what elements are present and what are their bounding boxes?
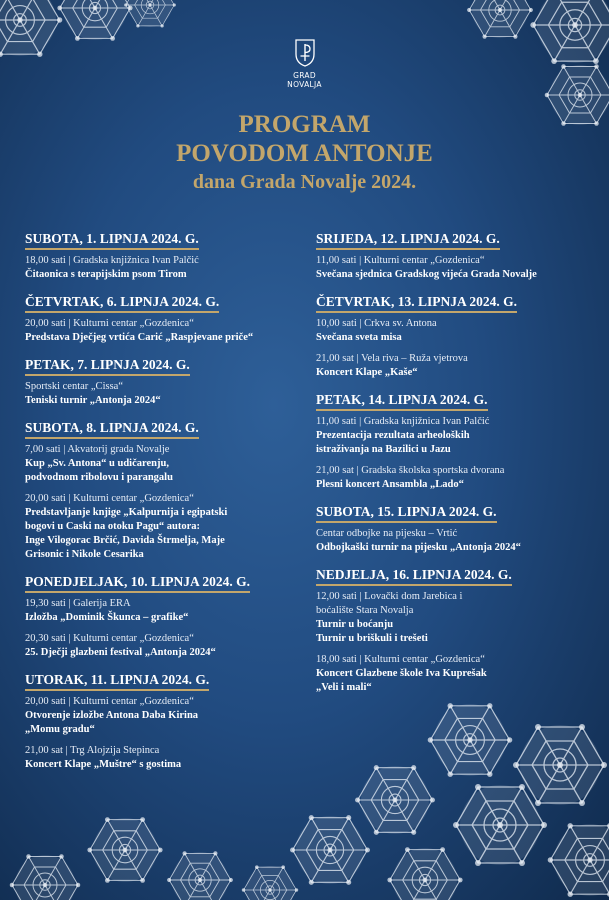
title-line1: PROGRAM bbox=[238, 111, 371, 138]
event-title: Svečana sjednica Gradskog vijeća Grada Novalje bbox=[316, 269, 537, 280]
logo-line2: NOVALJA bbox=[287, 80, 322, 89]
event-time-location: Centar odbojke na pijesku – Vrtić bbox=[316, 528, 458, 539]
event-title: Izložba „Dominik Škunca – grafike“ bbox=[25, 612, 189, 623]
event-title: Kup „Sv. Antona“ u udičarenju, bbox=[25, 458, 169, 469]
day-date: PONEDJELJAK, 10. LIPNJA 2024. G. bbox=[25, 573, 250, 593]
day-date: ČETVRTAK, 13. LIPNJA 2024. G. bbox=[316, 293, 517, 313]
day-block bbox=[25, 571, 300, 660]
event-item bbox=[316, 317, 591, 345]
event-item bbox=[25, 443, 300, 485]
event-time-location: 21,00 sat | Vela riva – Ruža vjetrova bbox=[316, 353, 468, 364]
event-item bbox=[25, 597, 300, 625]
day-date: PETAK, 7. LIPNJA 2024. G. bbox=[25, 356, 190, 376]
logo-line1: GRAD bbox=[293, 71, 316, 80]
day-date: SUBOTA, 1. LIPNJA 2024. G. bbox=[25, 230, 199, 250]
event-item bbox=[316, 415, 591, 457]
event-time-location: 10,00 sati | Crkva sv. Antona bbox=[316, 318, 437, 329]
event-title: Inge Vilogorac Brčić, Davida Štrmelja, Maje bbox=[25, 535, 225, 546]
event-time-location: 11,00 sati | Kulturni centar „Gozdenica“ bbox=[316, 255, 485, 266]
program-left-column bbox=[25, 228, 300, 781]
event-title: Koncert Klape „Muštre“ s gostima bbox=[25, 759, 182, 770]
event-time-location: 20,00 sati | Kulturni centar „Gozdenica“ bbox=[25, 318, 194, 329]
event-item bbox=[25, 744, 300, 772]
day-block bbox=[25, 417, 300, 562]
event-time-location: 19,30 sati | Galerija ERA bbox=[25, 598, 131, 609]
day-block bbox=[316, 228, 591, 282]
event-item bbox=[316, 653, 591, 695]
event-title: Svečana sveta misa bbox=[316, 332, 402, 343]
event-title: Odbojkaški turnir na pijesku „Antonja 2024“ bbox=[316, 542, 521, 553]
day-date: SRIJEDA, 12. LIPNJA 2024. G. bbox=[316, 230, 500, 250]
event-title: podvodnom ribolovu i parangalu bbox=[25, 472, 173, 483]
header bbox=[0, 38, 609, 195]
day-date: UTORAK, 11. LIPNJA 2024. G. bbox=[25, 671, 209, 691]
day-date: NEDJELJA, 16. LIPNJA 2024. G. bbox=[316, 566, 512, 586]
event-title: istraživanja na Bazilici u Jazu bbox=[316, 444, 451, 455]
event-item bbox=[25, 695, 300, 737]
event-item bbox=[25, 317, 300, 345]
event-time-location: 18,00 sati | Kulturni centar „Gozdenica“ bbox=[316, 654, 485, 665]
event-title: Teniski turnir „Antonja 2024“ bbox=[25, 395, 161, 406]
logo-text bbox=[0, 71, 609, 89]
day-block bbox=[316, 291, 591, 380]
event-time-location: 11,00 sati | Gradska knjižnica Ivan Palčić bbox=[316, 416, 490, 427]
event-item bbox=[316, 464, 591, 492]
event-time-location: boćalište Stara Novalja bbox=[316, 605, 414, 616]
day-block bbox=[316, 501, 591, 555]
event-time-location: 20,00 sati | Kulturni centar „Gozdenica“ bbox=[25, 696, 194, 707]
event-title: „Momu gradu“ bbox=[25, 724, 95, 735]
event-item bbox=[316, 527, 591, 555]
event-title: Predstavljanje knjige „Kalpurnija i egipatski bbox=[25, 507, 228, 518]
day-block bbox=[25, 669, 300, 772]
event-time-location: 21,00 sat | Trg Alojzija Stepinca bbox=[25, 745, 160, 756]
day-block bbox=[25, 291, 300, 345]
coat-of-arms-icon bbox=[294, 38, 316, 68]
event-title: Plesni koncert Ansambla „Lado“ bbox=[316, 479, 464, 490]
event-title: Turnir u boćanju bbox=[316, 619, 394, 630]
event-item bbox=[316, 352, 591, 380]
day-date: SUBOTA, 15. LIPNJA 2024. G. bbox=[316, 503, 497, 523]
event-title: Prezentacija rezultata arheoloških bbox=[316, 430, 470, 441]
event-title: Otvorenje izložbe Antona Daba Kirina bbox=[25, 710, 199, 721]
event-item bbox=[316, 254, 591, 282]
event-time-location: 7,00 sati | Akvatorij grada Novalje bbox=[25, 444, 170, 455]
event-title: 25. Dječji glazbeni festival „Antonja 2024“ bbox=[25, 647, 216, 658]
event-time-location: 12,00 sati | Lovački dom Jarebica i bbox=[316, 591, 463, 602]
day-block bbox=[25, 354, 300, 408]
event-title: bogovi u Caski na otoku Pagu“ autora: bbox=[25, 521, 201, 532]
program-right-column bbox=[316, 228, 591, 704]
event-title: Turnir u briškuli i trešeti bbox=[316, 633, 428, 644]
event-time-location: Sportski centar „Cissa“ bbox=[25, 381, 123, 392]
subtitle: dana Grada Novalje 2024. bbox=[192, 171, 417, 193]
event-title: Čitaonica s terapijskim psom Tirom bbox=[25, 269, 187, 280]
event-time-location: 18,00 sati | Gradska knjižnica Ivan Palčić bbox=[25, 255, 199, 266]
event-time-location: 20,30 sati | Kulturni centar „Gozdenica“ bbox=[25, 633, 194, 644]
day-date: PETAK, 14. LIPNJA 2024. G. bbox=[316, 391, 488, 411]
day-block bbox=[316, 564, 591, 695]
day-block bbox=[25, 228, 300, 282]
event-title: Grisonic i Nikole Cesarika bbox=[25, 549, 144, 560]
day-date: ČETVRTAK, 6. LIPNJA 2024. G. bbox=[25, 293, 219, 313]
event-time-location: 20,00 sati | Kulturni centar „Gozdenica“ bbox=[25, 493, 194, 504]
event-title: Predstava Dječjeg vrtića Carić „Raspjevane priče“ bbox=[25, 332, 254, 343]
event-title: Koncert Klape „Kaše“ bbox=[316, 367, 418, 378]
event-item bbox=[316, 590, 591, 646]
day-date: SUBOTA, 8. LIPNJA 2024. G. bbox=[25, 419, 199, 439]
event-item bbox=[25, 254, 300, 282]
event-item bbox=[25, 632, 300, 660]
event-item bbox=[25, 380, 300, 408]
title-line2: POVODOM ANTONJE bbox=[176, 140, 433, 167]
event-time-location: 21,00 sat | Gradska školska sportska dvorana bbox=[316, 465, 505, 476]
event-title: Koncert Glazbene škole Iva Kuprešak bbox=[316, 668, 487, 679]
event-item bbox=[25, 492, 300, 562]
day-block bbox=[316, 389, 591, 492]
event-title: „Veli i mali“ bbox=[316, 682, 372, 693]
